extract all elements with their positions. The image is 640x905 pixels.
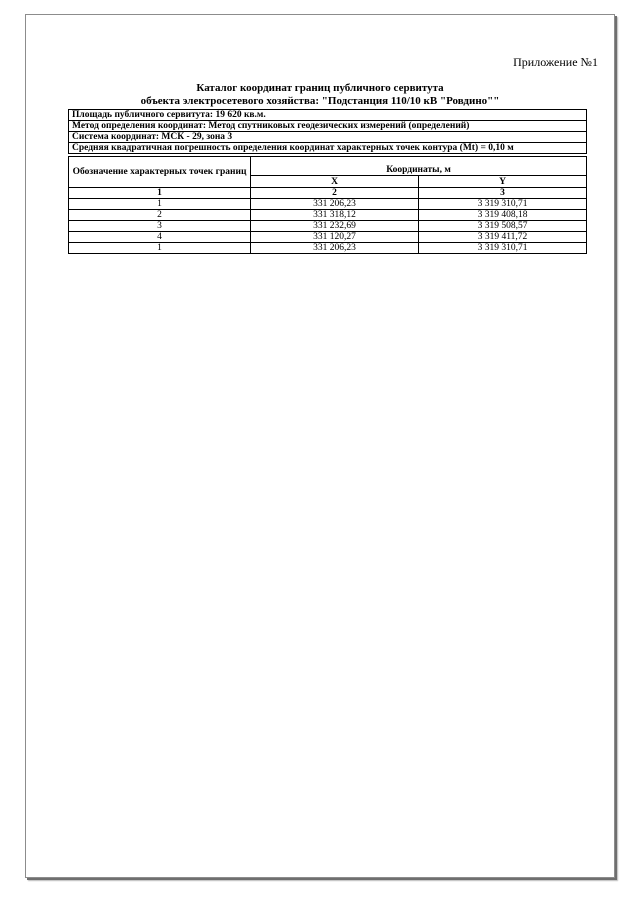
point-cell: 3: [69, 221, 251, 232]
table-row: [69, 210, 587, 221]
y-cell: 3 319 310,71: [419, 243, 587, 254]
method-row: Метод определения координат: Метод спутниковых геодезических измерений (определений): [69, 121, 587, 132]
y-cell: 3 319 310,71: [419, 199, 587, 210]
x-cell: 331 318,12: [251, 210, 419, 221]
point-cell: 2: [69, 210, 251, 221]
point-cell: 1: [69, 243, 251, 254]
title-line-2: объекта электросетевого хозяйства: "Подстанция 110/10 кВ "Ровдино"": [140, 95, 500, 107]
point-cell: 4: [69, 232, 251, 243]
column-number: 2: [251, 188, 419, 199]
system-row: Система координат: МСК - 29, зона 3: [69, 132, 587, 143]
x-cell: 331 206,23: [251, 243, 419, 254]
column-number: 1: [69, 188, 251, 199]
x-cell: 331 206,23: [251, 199, 419, 210]
y-column-header: Y: [419, 176, 587, 188]
table-row: [69, 199, 587, 210]
document-page: [25, 14, 615, 878]
x-cell: 331 120,27: [251, 232, 419, 243]
column-number: 3: [419, 188, 587, 199]
table-row: [69, 243, 587, 254]
table-row: [69, 232, 587, 243]
y-cell: 3 319 408,18: [419, 210, 587, 221]
y-cell: 3 319 411,72: [419, 232, 587, 243]
catalog-title: [26, 82, 614, 108]
coords-column-header: Координаты, м: [251, 157, 587, 176]
table-row: [69, 221, 587, 232]
title-line-1: Каталог координат границ публичного сервитута: [196, 82, 444, 94]
y-cell: 3 319 508,57: [419, 221, 587, 232]
x-column-header: X: [251, 176, 419, 188]
point-cell: 1: [69, 199, 251, 210]
error-row: Средняя квадратичная погрешность определения координат характерных точек контура (Mt) = 0,10 м: [69, 143, 587, 154]
x-cell: 331 232,69: [251, 221, 419, 232]
coordinates-table: [68, 109, 587, 254]
appendix-label: Приложение №1: [513, 55, 598, 69]
area-row: Площадь публичного сервитута: 19 620 кв.м.: [69, 110, 587, 121]
point-column-header: Обозначение характерных точек границ: [69, 157, 251, 188]
